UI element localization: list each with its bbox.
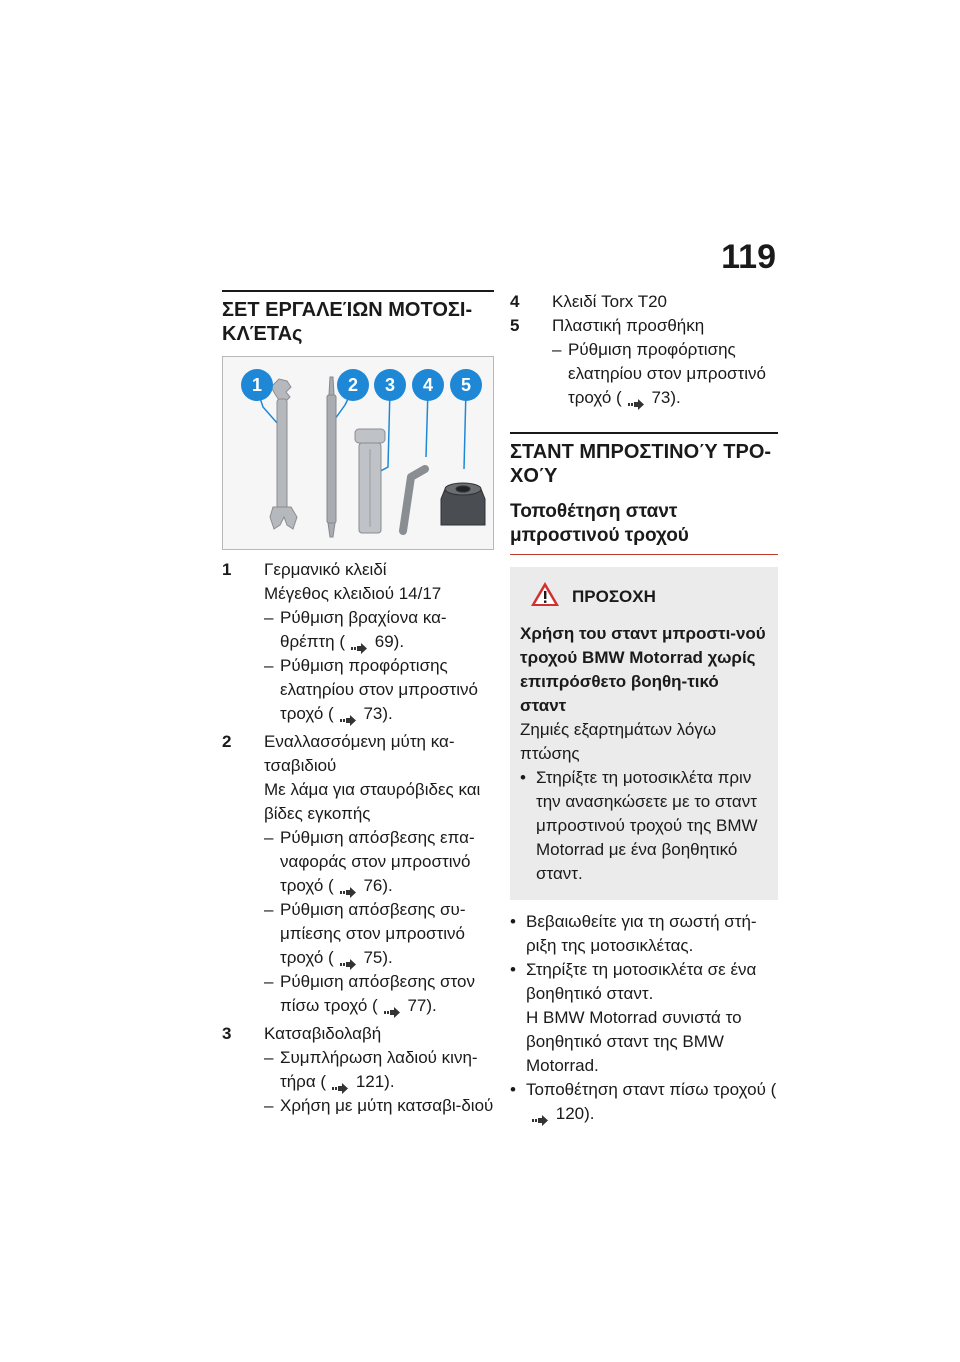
warning-header [520,581,768,612]
page-ref-link[interactable]: 73). [363,704,393,723]
callout-label-2: 2 [347,375,359,395]
tool-use-text: Ρύθμιση απόσβεσης επα-ναφοράς στον μπροστινό τροχό [280,828,475,895]
page-ref-arrow-icon [340,953,356,964]
tool-number: 3 [222,1024,232,1043]
page-ref-link[interactable]: 73). [651,388,681,407]
page-ref-link[interactable]: 77). [407,996,437,1015]
tool-item-2 [222,730,494,1018]
page-ref-arrow-icon [351,637,367,648]
tool-use: – Ρύθμιση απόσβεσης στον πίσω τροχό ( 77). [264,970,494,1018]
tool-use-text: Ρύθμιση απόσβεσης στον πίσω τροχό [280,972,475,1015]
page-ref-link[interactable]: 121). [355,1072,395,1091]
tool-desc: Μέγεθος κλειδιού 14/17 [264,584,442,603]
tool-use: – Ρύθμιση απόσβεσης επα-ναφοράς στον μπροστινό τροχό ( 76). [264,826,494,898]
tool-use-text: Συμπλήρωση λαδιού κινη-τήρα [280,1048,478,1091]
right-column [510,290,778,1126]
procedure-step-note: Η BMW Motorrad συνιστά το βοηθητικό σταντ της BMW Motorrad. [526,1008,742,1075]
page-ref-link[interactable]: 69). [374,632,405,651]
tool-use: – Ρύθμιση βραχίονα κα-θρέπτη ( 69). [264,606,494,654]
toolkit-illustration [223,357,493,549]
page-ref-arrow-icon [340,709,356,720]
toolkit-figure [222,356,494,550]
callout-label-4: 4 [422,375,434,395]
tool-use-text: Ρύθμιση προφόρτισης ελατηρίου στον μπροστινό τροχό [280,656,478,723]
page-ref-arrow-icon [384,1001,400,1012]
page-ref-link[interactable]: 120). [555,1104,595,1123]
warning-action: • Στηρίξτε τη μοτοσικλέτα πριν την ανασηκώσετε με το σταντ μπροστινού τροχού της BMW Motorrad με ένα βοηθητικό σταντ. [520,766,768,886]
warning-triangle-icon [530,581,560,612]
tool-name: Εναλλασσόμενη μύτη κα-τσαβιδιού [264,732,455,775]
warning-box [510,567,778,900]
tool-use: – Συμπλήρωση λαδιού κινη-τήρα ( 121). [264,1046,494,1094]
procedure-steps [510,910,778,1126]
tool-use-text: Ρύθμιση βραχίονα κα-θρέπτη [280,608,447,651]
callout-label-5: 5 [460,375,472,395]
tool-item-1 [222,558,494,726]
tool-use-text: Ρύθμιση προφόρτισης ελατηρίου στον μπροστινό τροχό [568,340,766,407]
tool-item-3 [222,1022,494,1118]
tool-use: – Ρύθμιση προφόρτισης ελατηρίου στον μπροστινό τροχό ( 73). [552,338,778,410]
procedure-step: • Τοποθέτηση σταντ πίσω τροχού ( 120). [510,1078,778,1126]
tool-name: Γερμανικό κλειδί [264,560,387,579]
section-title-toolkit: ΣΕΤ ΕΡΓΑΛΕΊΩΝ ΜΟΤΟΣΙ-ΚΛΈΤΑς [222,299,473,345]
page-ref-arrow-icon [532,1109,548,1120]
tool-name: Κλειδί Torx T20 [552,292,667,311]
procedure-step-text: Τοποθέτηση σταντ πίσω τροχού [526,1080,766,1099]
tool-use: – Ρύθμιση απόσβεσης συ-μπίεσης στον μπροστινό τροχό ( 75). [264,898,494,970]
page-ref-arrow-icon [340,881,356,892]
subsection-title: Τοποθέτηση σταντ μπροστινού τροχού [510,500,778,555]
section-title-front-stand: ΣΤΑΝΤ ΜΠΡΟΣΤΙΝΟΎ ΤΡΟ-ΧΟΎ [510,441,772,487]
tool-number: 2 [222,732,232,751]
warning-consequence: Ζημιές εξαρτημάτων λόγω πτώσης [520,720,717,763]
tool-use [264,1094,494,1118]
page-ref-link[interactable]: 75). [363,948,393,967]
procedure-step: • Βεβαιωθείτε για τη σωστή στή-ριξη της μοτοσικλέτας. [510,910,778,958]
tool-item-4 [510,290,778,314]
warning-label: ΠΡΟΣΟΧΗ [572,586,656,606]
callout-label-3: 3 [384,375,396,395]
section-rule [510,432,778,434]
tool-name: Πλαστική προσθήκη [552,316,705,335]
tool-use-text: Χρήση με μύτη κατσαβι-διού [280,1096,494,1115]
callout-label-1: 1 [251,375,263,395]
tool-item-5 [510,314,778,410]
page-ref-link[interactable]: 76). [363,876,393,895]
procedure-step [510,958,778,1078]
tool-desc: Με λάμα για σταυρόβιδες και βίδες εγκοπής [264,780,481,823]
section-rule [222,290,494,292]
page-ref-arrow-icon [628,393,644,404]
tool-list-continued [510,290,778,410]
left-column [222,290,494,1118]
tool-number: 4 [510,292,520,311]
page-ref-arrow-icon [332,1077,348,1088]
tool-list [222,558,494,1118]
tool-number: 5 [510,316,520,335]
tool-number: 1 [222,560,232,579]
tool-use-text: Ρύθμιση απόσβεσης συ-μπίεσης στον μπροστινό τροχό [280,900,466,967]
tool-name: Κατσαβιδολαβή [264,1024,382,1043]
tool-use: – Ρύθμιση προφόρτισης ελατηρίου στον μπροστινό τροχό ( 73). [264,654,494,726]
page-number: 119 [721,238,776,276]
procedure-step-text: • Στηρίξτε τη μοτοσικλέτα σε ένα βοηθητικό σταντ. [526,960,757,1003]
warning-title: Χρήση του σταντ μπροστι-νού τροχού BMW Motorrad χωρίς επιπρόσθετο βοηθη-τικό σταντ [520,624,766,715]
